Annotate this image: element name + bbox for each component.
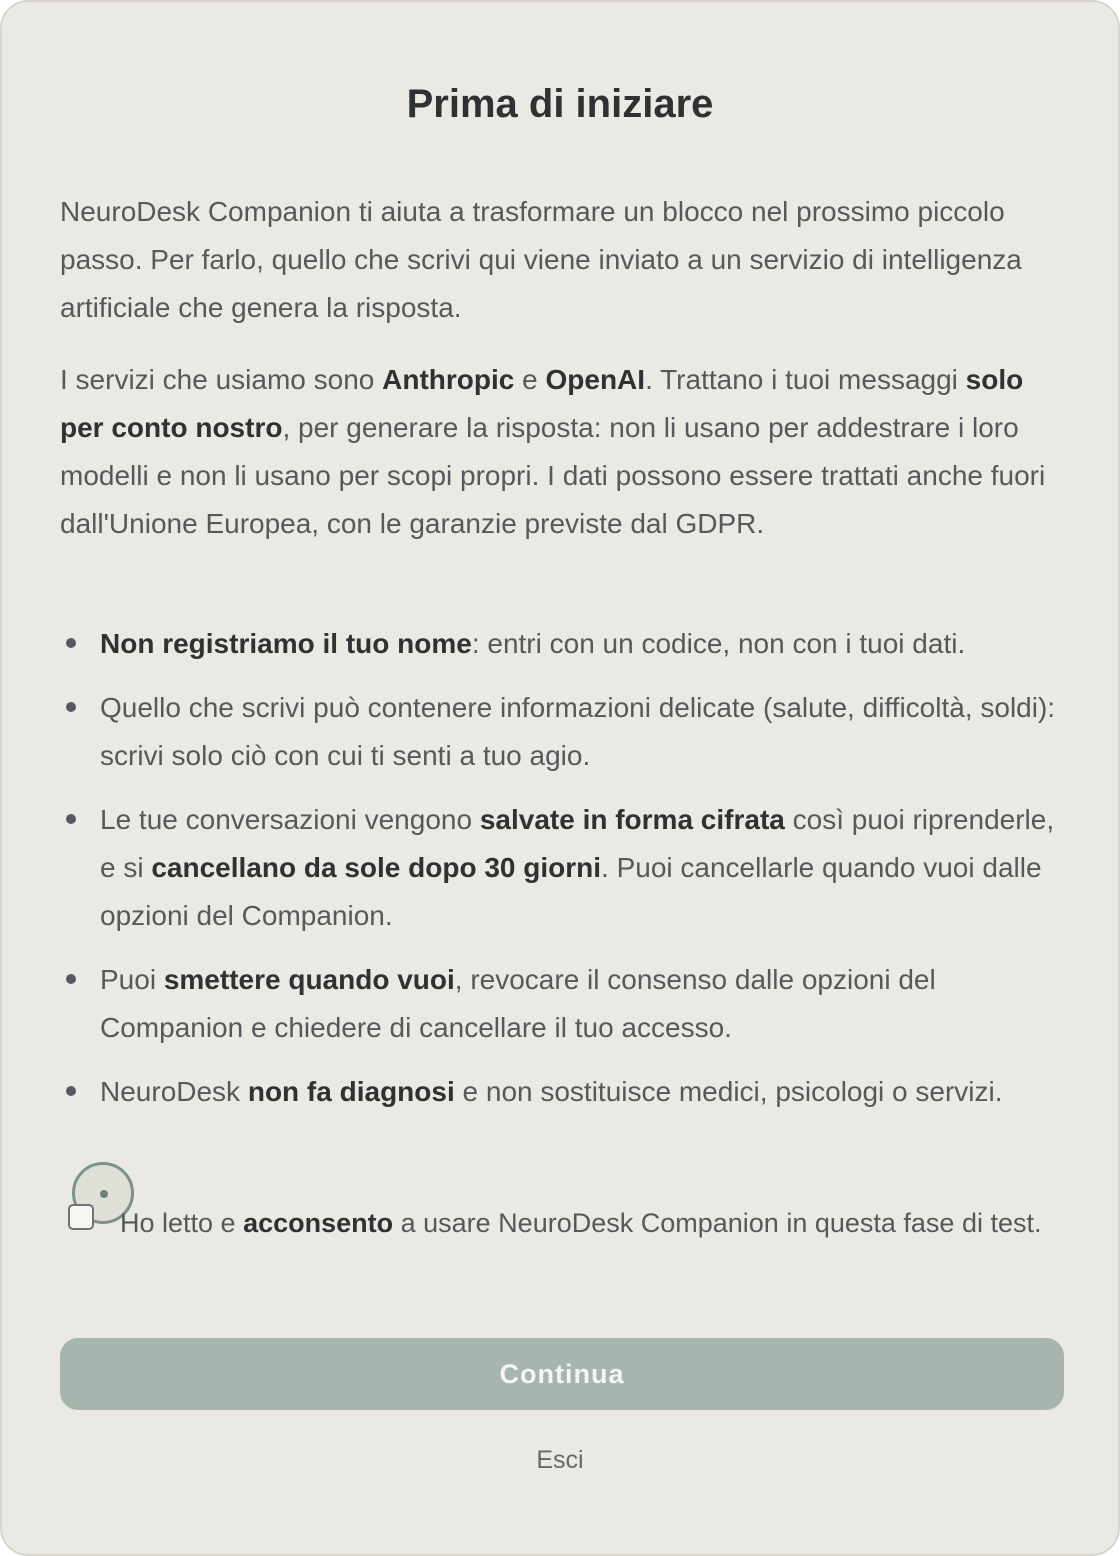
- consent-checkbox[interactable]: [68, 1204, 94, 1230]
- intro-paragraph: NeuroDesk Companion ti aiuta a trasformare un blocco nel prossimo piccolo passo. Per farlo, quello che scrivi qui viene inviato a un servizio di intelligenza artificiale che genera la risposta.: [60, 196, 1022, 323]
- list-item-text: Puoi smettere quando vuoi, revocare il consenso dalle opzioni del Companion e chiedere di cancellare il tuo accesso.: [100, 964, 936, 1043]
- list-item-text: NeuroDesk non fa diagnosi e non sostituisce medici, psicologi o servizi.: [100, 1076, 1003, 1107]
- bullet-icon: [66, 974, 76, 984]
- list-item-text: Non registriamo il tuo nome: entri con un codice, non con i tuoi dati.: [100, 628, 966, 659]
- bullet-icon: [66, 1086, 76, 1096]
- consent-label[interactable]: Ho letto e acconsento a usare NeuroDesk Companion in questa fase di test.: [120, 1208, 1042, 1238]
- list-item-text: Quello che scrivi può contenere informazioni delicate (salute, difficoltà, soldi): scrivi solo ciò con cui ti senti a tuo agio.: [100, 692, 1056, 771]
- continue-button[interactable]: Continua: [60, 1338, 1064, 1410]
- bullet-icon: [66, 814, 76, 824]
- providers-paragraph: I servizi che usiamo sono Anthropic e OpenAI. Trattano i tuoi messaggi solo per conto nostro, per generare la risposta: non li usano per addestrare i loro modelli e non li usano per scopi propri. I dati possono essere trattati anche fuori dall'Unione Europea, con le garanzie previste dal GDPR.: [60, 364, 1046, 539]
- dialog-title: Prima di iniziare: [406, 82, 714, 126]
- bullet-icon: [66, 702, 76, 712]
- bullet-icon: [66, 638, 76, 648]
- list-item-text: Le tue conversazioni vengono salvate in forma cifrata così puoi riprenderle, e si cancellano da sole dopo 30 giorni. Puoi cancellarle quando vuoi dalle opzioni del Companion.: [100, 804, 1055, 931]
- exit-link[interactable]: Esci: [536, 1446, 584, 1474]
- cursor-dot-icon: [100, 1190, 108, 1198]
